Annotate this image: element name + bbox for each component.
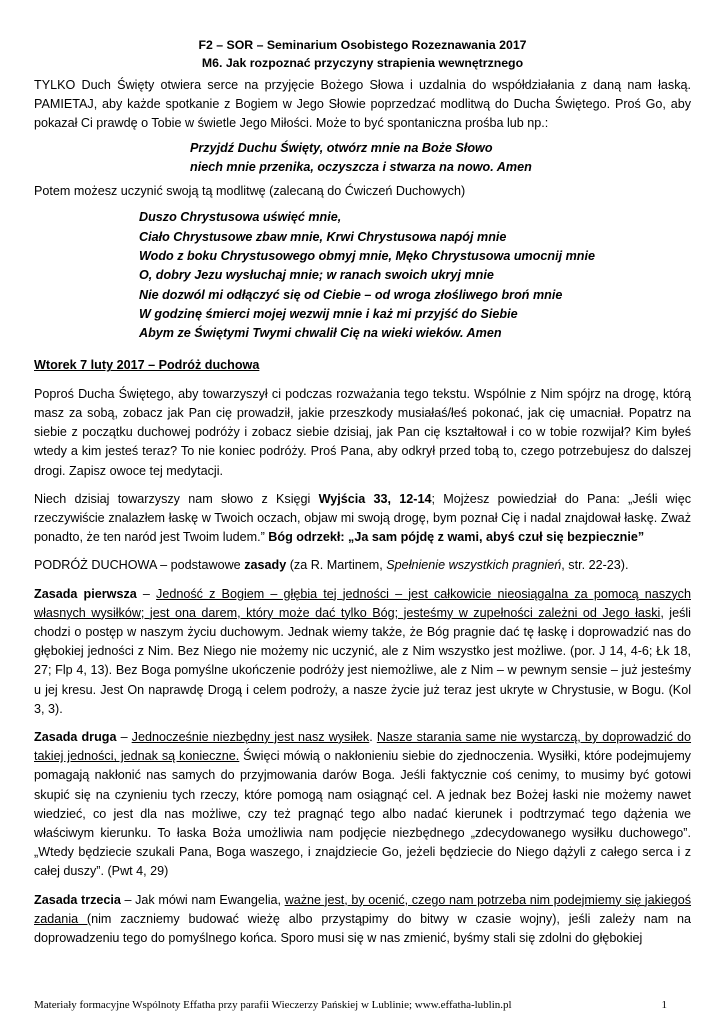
prayer-line: Abym ze Świętymi Twymi chwalił Cię na wieki wieków. Amen: [139, 326, 502, 341]
document-content: [34, 36, 691, 948]
text: ; Mojżesz powiedział do Pana: „Jeśli więc rzeczywiście znalazłem łaskę w Twoich oczach, objaw mi swoją drogę, bym poznał Cię i nadal znajdował łaskę. Zważ ponadto, że ten naród jest Twoim ludem.”: [34, 491, 691, 545]
scripture-quote: Bóg odrzekł: „Ja sam pójdę z wami, abyś czuł się bezpiecznie”: [268, 530, 645, 545]
footer-text: Materiały formacyjne Wspólnoty Effatha przy parafii Wieczerzy Pańskiej w Lublinie; www.effatha-lublin.pl: [34, 999, 512, 1011]
prayer-line: O, dobry Jezu wysłuchaj mnie; w ranach swoich ukryj mnie: [139, 268, 494, 283]
text: –: [116, 729, 132, 744]
prayer-line: W godzinę śmierci mojej wezwij mnie i każ mi przyjść do Siebie: [139, 306, 518, 321]
text: (za R. Martinem,: [286, 558, 387, 573]
underlined-text: ważne jest, by ocenić, czego nam potrzeba nim podejmiemy się jakiegoś zadania (: [34, 892, 692, 926]
prayer-line: Ciało Chrystusowe zbaw mnie, Krwi Chrystusowa napój mnie: [139, 229, 507, 244]
text: Niech dzisiaj towarzyszy nam słowo z Księgi: [34, 491, 319, 506]
principle-label: Zasada druga: [34, 729, 117, 744]
prayer-line: Nie dozwól mi odłączyć się od Ciebie – od wroga złośliwego broń mnie: [139, 287, 563, 302]
text: .: [369, 729, 377, 744]
section-heading: Wtorek 7 luty 2017 – Podróż duchowa: [34, 358, 260, 373]
page-footer: [34, 999, 691, 1011]
intro-paragraph: TYLKO Duch Święty otwiera serce na przyjęcie Bożego Słowa i uzdalnia do współdziałania z daną nam łaską. PAMIETAJ, aby każde spotkanie z Bogiem w Jego Słowie poprzedzać modlitwą do Ducha Świętego. Proś Go, aby pokazał Ci prawdę o Tobie w świetle Jego Miłości. Może to być spontaniczna prośba lub np.:: [34, 78, 691, 131]
document-title: F2 – SOR – Seminarium Osobistego Rozeznawania 2017: [198, 38, 527, 52]
bold-text: zasady: [244, 558, 287, 573]
underlined-text: Jedność z Bogiem – głębia tej jedności – jest całkowicie nieosiągalna za pomocą naszych własnych wysiłków; jest ona darem, który może dać tylko Bóg; jesteśmy w zupełności zależni od Jego łaski: [34, 586, 691, 620]
section-paragraph-3: [34, 556, 691, 575]
underlined-text: Jednocześnie niezbędny jest nasz wysiłek: [131, 729, 370, 744]
prayer-line: niech mnie przenika, oczyszcza i stwarza na nowo. Amen: [190, 159, 532, 174]
prayer-line: Duszo Chrystusowa uświęć mnie,: [139, 210, 342, 225]
principle-label: Zasada pierwsza: [34, 586, 137, 601]
text: nim zaczniemy budować wieżę albo przystąpimy do bitwy w czasie wojny), jeśli zależy nam na doprowadzeniu tego do pomyślnego końca. Sporo musi się w nas zmienić, byśmy stali się zdolni do głębokiej: [34, 911, 692, 945]
text: –: [136, 586, 157, 601]
text: , str. 22-23).: [561, 558, 629, 573]
page-number: 1: [661, 999, 667, 1011]
principle-1: [34, 585, 691, 719]
text: – Jak mówi nam Ewangelia,: [120, 892, 285, 907]
text: , jeśli chodzi o postęp w naszym życiu duchowym. Jednak wiemy także, że Bóg pragnie dać tę łaskę i doprowadzić nas do głębokiej jedności z Nim. Bez Niego nie możemy nic uczynić, ale z Nim wszystko jest możliwe. (por. J 14, 4-6; Łk 18, 27; Flp 4, 13). Bez Boga pomyślne ukończenie podróży jest niemożliwe, ale z Nim – w pewnym sensie – już jesteśmy u jej kresu. Jest On naprawdę Drogą i celem podroży, a nasze życie już teraz jest ukryte w Chrystusie, w Bogu. (Kol 3, 3).: [34, 605, 691, 716]
section-paragraph-1: Poproś Ducha Świętego, aby towarzyszył ci podczas rozważania tego tekstu. Wspólnie z Nim spójrz na drogę, którą masz za sobą, zobacz jak Pan cię prowadził, jakie przeszkody musiałaś/łeś pokonać, jak cię umacniał. Popatrz na siebie z początku duchowej podróży i zobacz siebie dzisiaj, jak Pan cię kształtował i co w tobie rozwijał? Kim byłeś wtedy a kim jesteś teraz? To nie koniec podróży. Proś Pana, aby odkrył przed tobą to, czego potrzebujesz do dalszej drogi. Zapisz owoce tej medytacji.: [34, 386, 691, 478]
text: Święci mówią o nakłonieniu siebie do zjednoczenia. Wysiłki, które podejmujemy pomagają nakłonić nas samych do przyjmowania darów Boga. Jeśli faktycznie coś cenimy, to musimy być gotowi skupić się na czynieniu tych rzeczy, które pomogą nam osiągnąć cel. A jednak bez Bożej łaski nie możemy nawet wiedzieć, co jest dla nas możliwe, czy też pragnąć tego albo nadać kierunek i podtrzymać tego dążenia we właściwym kierunku. To łaska Boża umożliwia nam podjęcie niezbędnego „zdecydowanego wysiłku duchowego”. „Wtedy będziecie szukali Pana, Boga waszego, i znajdziecie Go, jeżeli będziecie do Niego dążyli z całego serca i z całej duszy”. (Pwt 4, 29): [34, 749, 691, 879]
section-paragraph-2: [34, 490, 691, 548]
principle-label: Zasada trzecia: [34, 892, 121, 907]
principle-3: [34, 891, 691, 949]
prayer-anima-christi: [139, 208, 691, 343]
underlined-text: Nasze starania same nie wystarczą, by doprowadzić do takiej jedności, jednak są konieczne.: [34, 729, 692, 764]
document-subtitle: M6. Jak rozpoznać przyczyny strapienia wewnętrznego: [201, 56, 524, 70]
after-prayer-paragraph: Potem możesz uczynić swoją tą modlitwę (zalecaną do Ćwiczeń Duchowych): [34, 184, 466, 199]
principle-2: [34, 728, 691, 882]
text: PODRÓŻ DUCHOWA – podstawowe: [34, 558, 245, 573]
scripture-reference: Wyjścia 33, 12-14: [318, 491, 432, 506]
prayer-line: Przyjdź Duchu Święty, otwórz mnie na Boże Słowo: [190, 140, 493, 155]
prayer-line: Wodo z boku Chrystusowego obmyj mnie, Męko Chrystusowa umocnij mnie: [139, 249, 595, 263]
book-title: Spełnienie wszystkich pragnień: [386, 558, 562, 573]
prayer-holy-spirit: [190, 139, 691, 178]
